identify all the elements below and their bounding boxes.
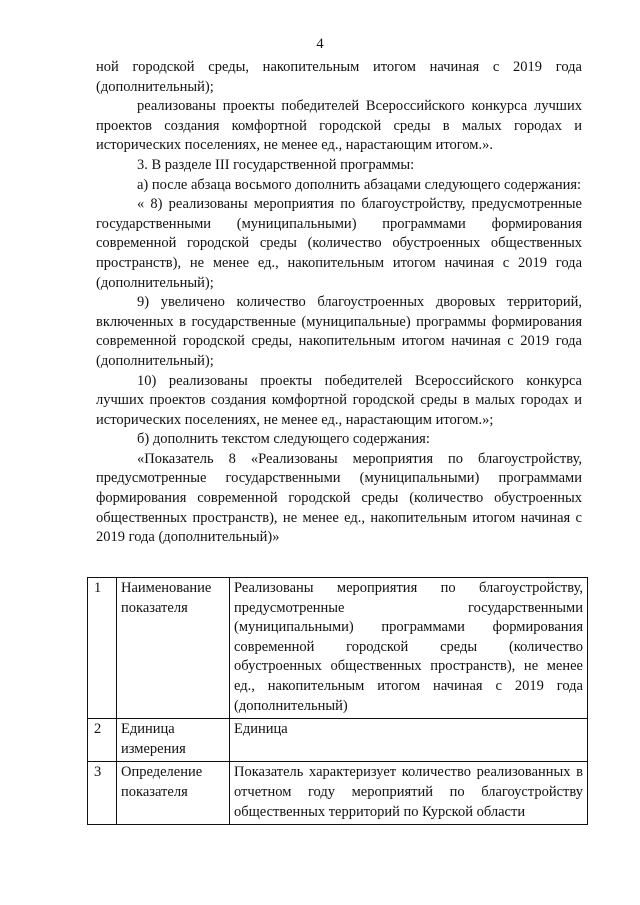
row-label: Наименование показателя	[117, 578, 230, 719]
paragraph-indicator-8: «Показатель 8 «Реализованы мероприятия по благоустройству, предусмотренные государственными (муниципальными) программами формирования современной городской среды (количество обустроенных общественных пространств), не менее ед., накопительным итогом начиная с 2019 года (дополнительный)»	[96, 450, 582, 546]
paragraph-point-8: « 8) реализованы мероприятия по благоустройству, предусмотренные государственными (муниципальными) программами формирования современной городской среды (количество обустроенных общественных пространств), не менее ед., накопительным итогом начиная с 2019 года (дополнительный);	[96, 196, 582, 291]
paragraph-contest-projects: реализованы проекты победителей Всероссийского конкурса лучших проектов создания комфортной городской среды в малых городах и исторических поселениях, не менее ед., нарастающим итогом.».	[96, 98, 582, 154]
paragraph-point-10: 10) реализованы проекты победителей Всероссийского конкурса лучших проектов создания комфортной городской среды в малых городах и исторических поселениях, не менее ед., нарастающим итогом.»;	[96, 372, 582, 428]
row-label: Единица измерения	[117, 719, 230, 762]
paragraph-item-a: а) после абзаца восьмого дополнить абзацами следующего содержания:	[137, 176, 582, 193]
row-number: 1	[88, 578, 117, 719]
row-value: Единица	[230, 719, 588, 762]
row-number: 2	[88, 719, 117, 762]
document-body	[96, 58, 582, 548]
paragraph-section-3: 3. В разделе III государственной программы:	[137, 156, 415, 173]
indicator-table	[87, 577, 588, 825]
row-value: Реализованы мероприятия по благоустройству, предусмотренные государственными (муниципальными) программами формирования современной городской среды (количество обустроенных общественных пространств), не менее ед., накопительным итогом начиная с 2019 года (дополнительный)	[230, 578, 588, 719]
row-number: 3	[88, 762, 117, 825]
paragraph-point-9: 9) увеличено количество благоустроенных дворовых территорий, включенных в государственные (муниципальные) программы формирования современной городской среды, накопительным итогом начиная с 2019 года (дополнительный);	[96, 294, 582, 369]
table-row	[88, 762, 588, 825]
paragraph-continuation: ной городской среды, накопительным итогом начиная с 2019 года (дополнительный);	[96, 59, 582, 95]
page-number: 4	[316, 36, 324, 52]
paragraph-item-b: б) дополнить текстом следующего содержания:	[137, 431, 430, 448]
table-row	[88, 578, 588, 719]
row-value: Показатель характеризует количество реализованных в отчетном году мероприятий по благоустройству общественных территорий по Курской области	[230, 762, 588, 825]
row-label: Определение показателя	[117, 762, 230, 825]
table-row	[88, 719, 588, 762]
